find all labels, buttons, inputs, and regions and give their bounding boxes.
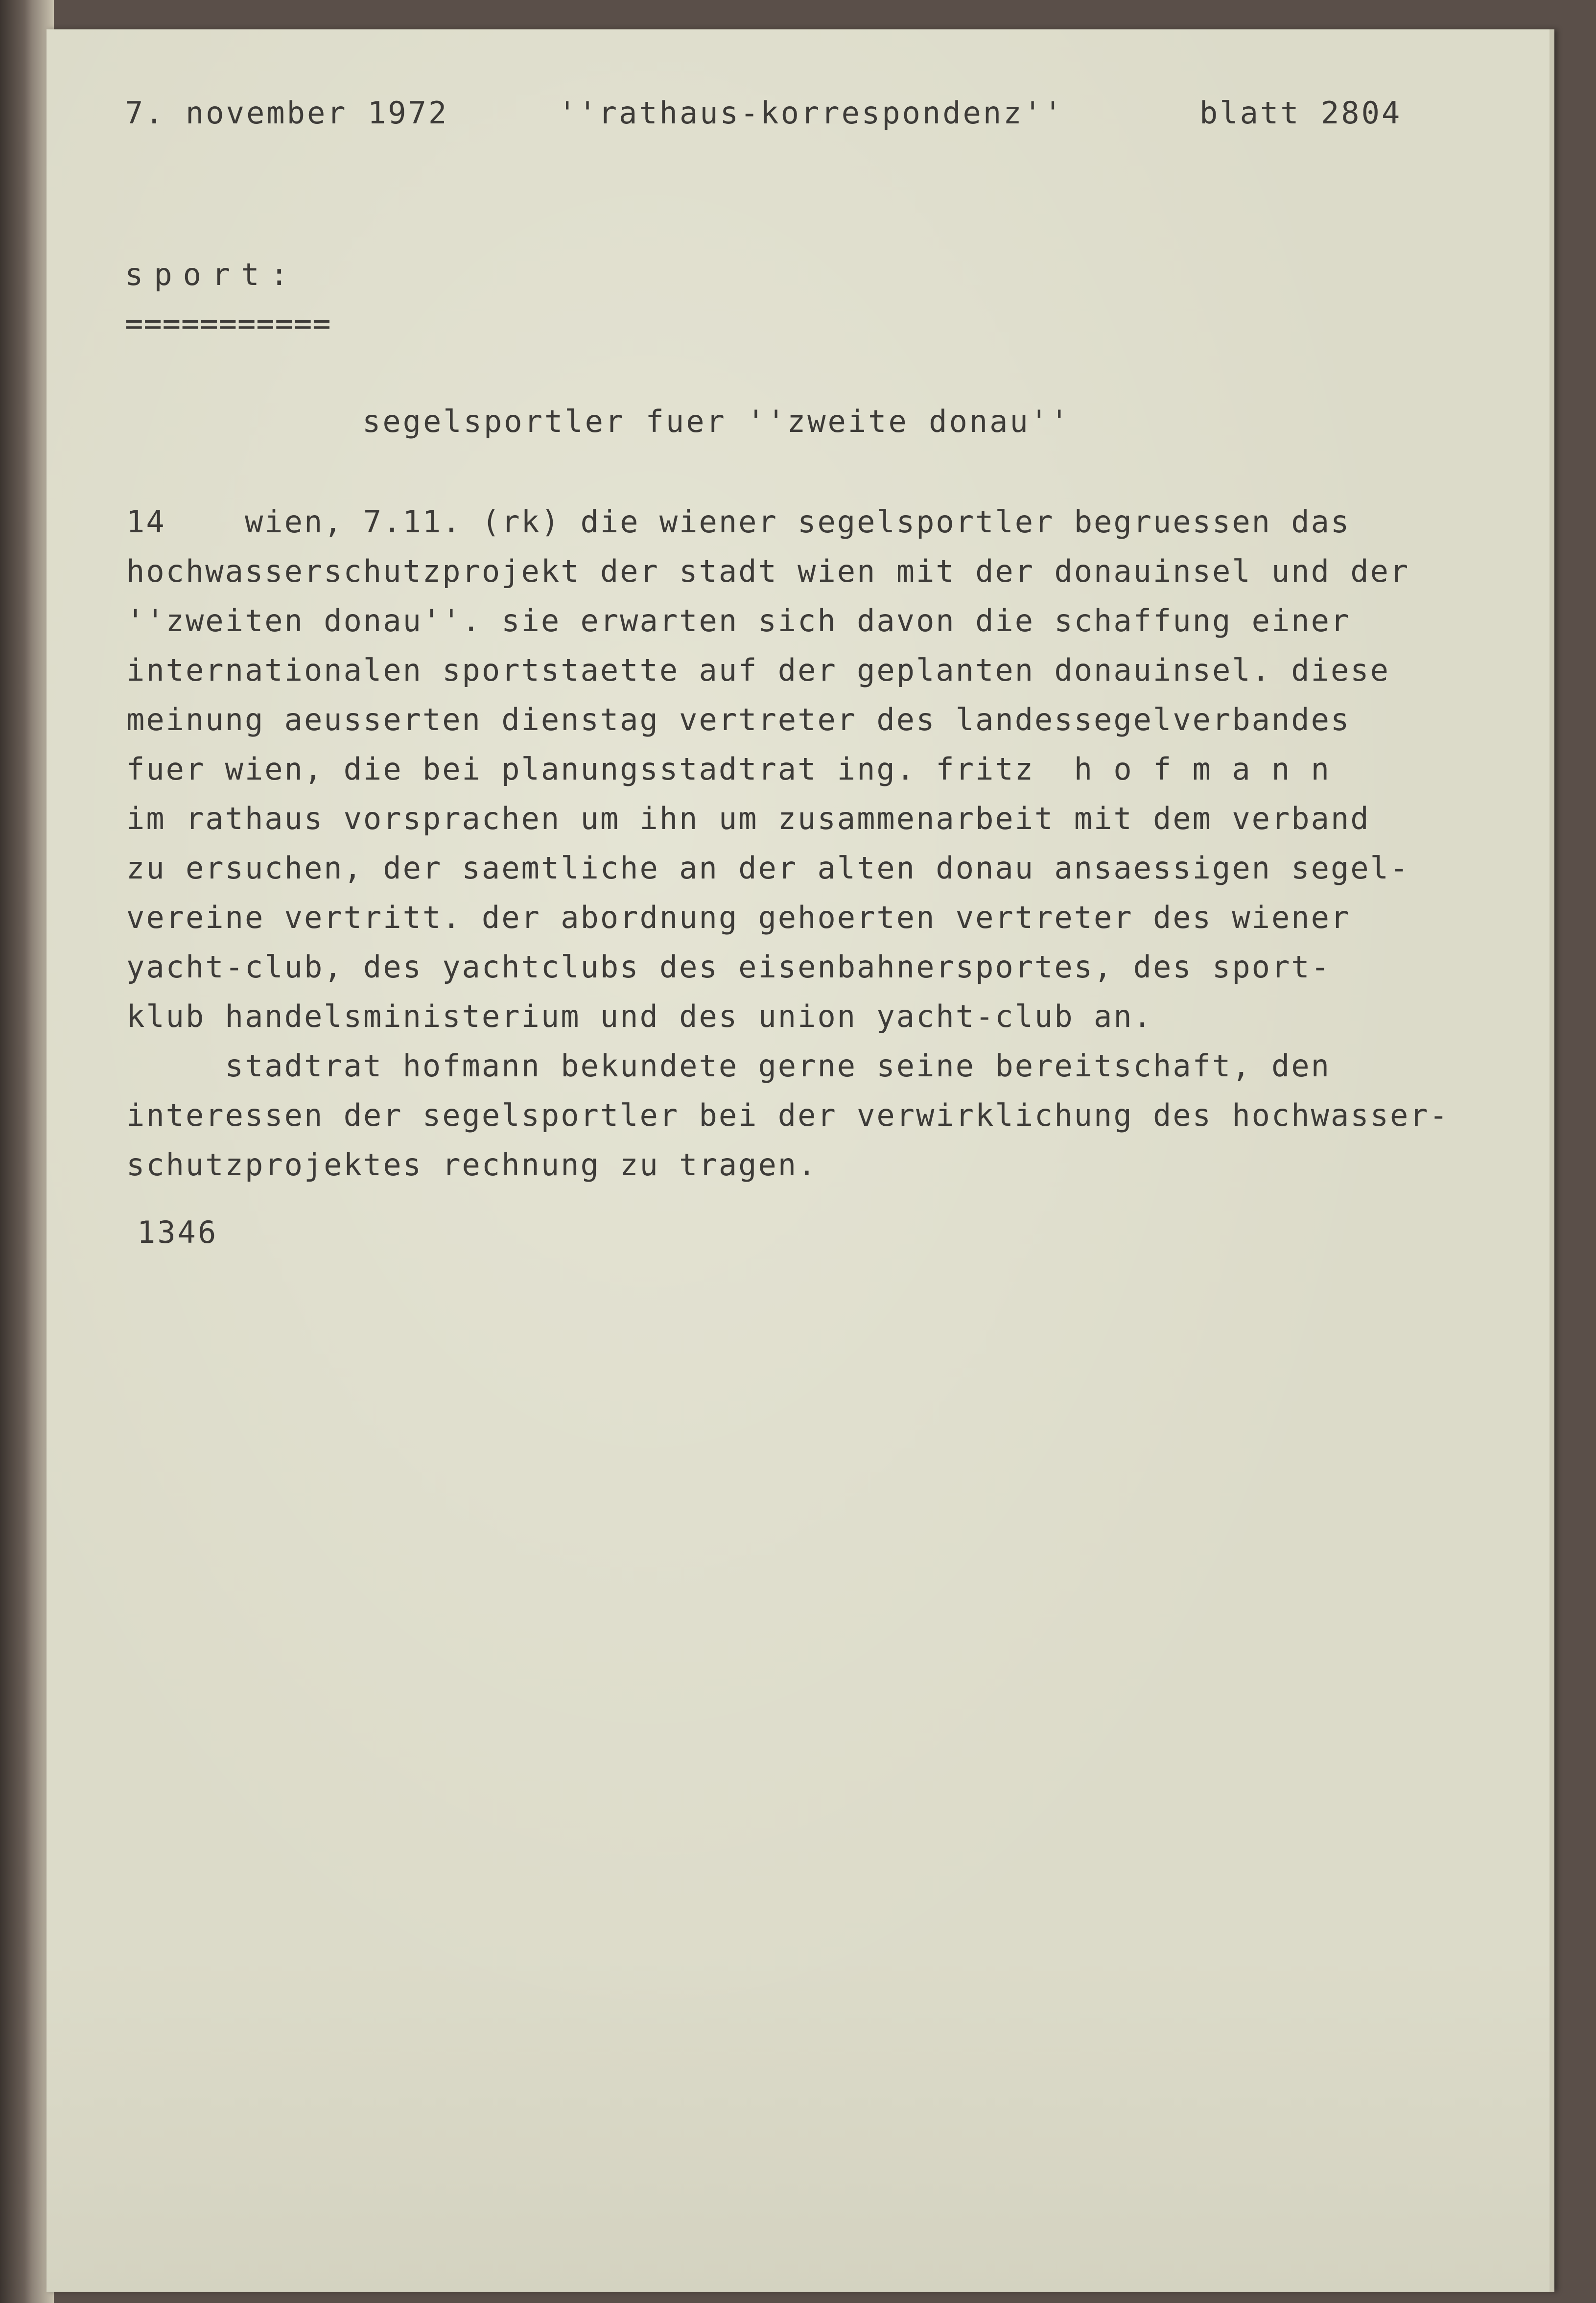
body-line: fuer wien, die bei planungsstadtrat ing. fritz h o f m a n n: [126, 751, 1331, 787]
section-heading: sport:: [125, 257, 299, 292]
section-rule: ===========: [125, 306, 331, 341]
header-sheet-number: blatt 2804: [1199, 95, 1402, 131]
body-line: 14 wien, 7.11. (rk) die wiener segelsportler begruessen das: [126, 504, 1351, 540]
body-line: im rathaus vorsprachen um ihn um zusammenarbeit mit dem verband: [126, 801, 1370, 836]
header-date: 7. november 1972: [125, 95, 449, 131]
body-line: meinung aeusserten dienstag vertreter des landessegelverbandes: [126, 702, 1351, 737]
body-line: schutzprojektes rechnung zu tragen.: [126, 1147, 818, 1183]
header-publication: ''rathaus-korrespondenz'': [558, 95, 1064, 131]
page-number: 1346: [137, 1214, 218, 1250]
page-edge: [1549, 29, 1554, 2292]
binding-strip: [0, 0, 54, 2303]
body-line: internationalen sportstaette auf der geplanten donauinsel. diese: [126, 652, 1390, 688]
body-line: zu ersuchen, der saemtliche an der alten donau ansaessigen segel-: [126, 850, 1410, 886]
body-line: yacht-club, des yachtclubs des eisenbahnersportes, des sport-: [126, 949, 1331, 985]
body-line: ''zweiten donau''. sie erwarten sich davon die schaffung einer: [126, 603, 1351, 639]
article-body: [126, 497, 1526, 1189]
body-line: klub handelsministerium und des union yacht-club an.: [126, 998, 1153, 1034]
article-title: segelsportler fuer ''zweite donau'': [362, 404, 1071, 439]
body-line: hochwasserschutzprojekt der stadt wien mit der donauinsel und der: [126, 553, 1410, 589]
body-line: stadtrat hofmann bekundete gerne seine bereitschaft, den: [126, 1048, 1331, 1084]
body-line: vereine vertritt. der abordnung gehoerten vertreter des wiener: [126, 900, 1351, 935]
body-line: interessen der segelsportler bei der verwirklichung des hochwasser-: [126, 1097, 1449, 1133]
